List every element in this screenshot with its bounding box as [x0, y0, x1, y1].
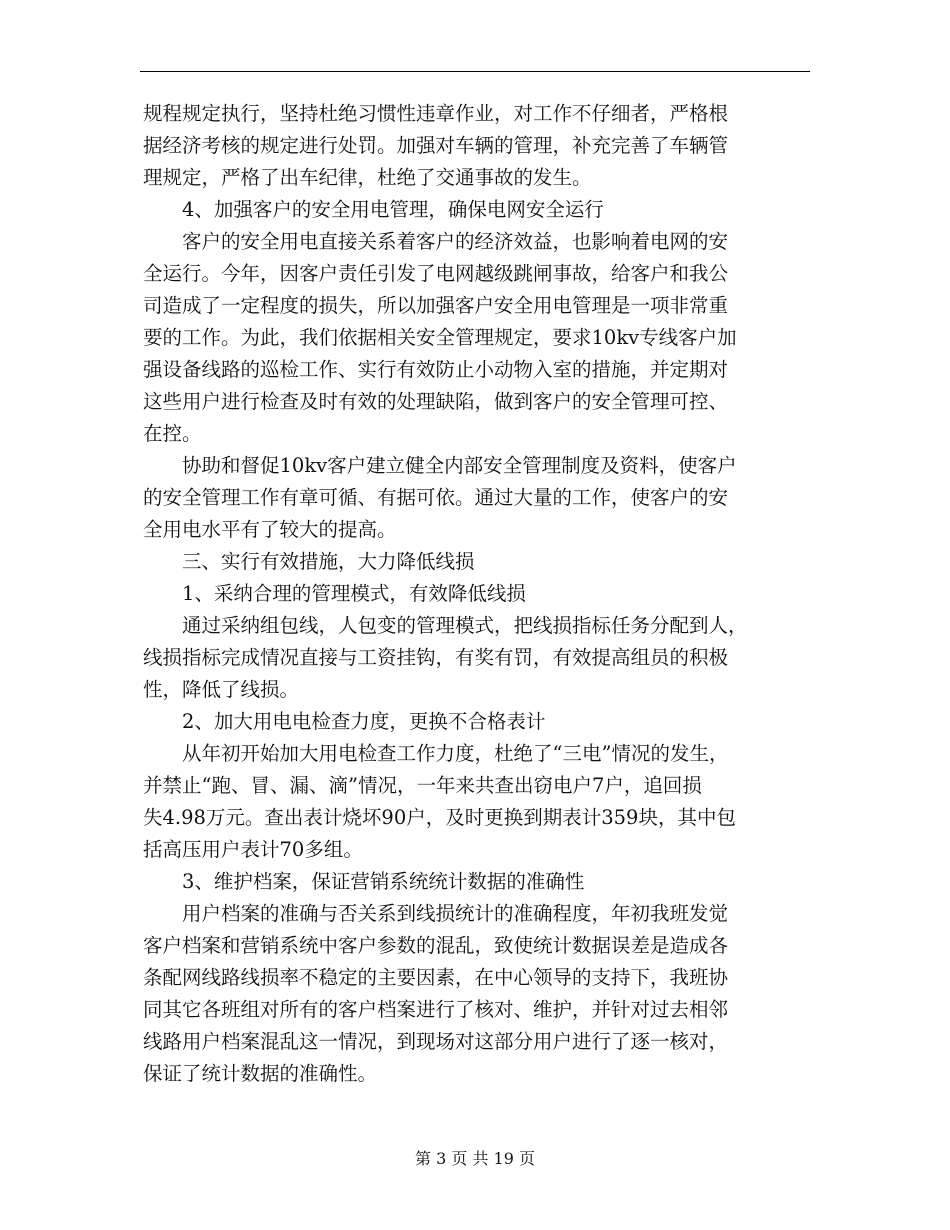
text-line: 客户的安全用电直接关系着客户的经济效益，也影响着电网的安	[143, 230, 729, 253]
text-line: 线路用户档案混乱这一情况，到现场对这部分用户进行了逐一核对，	[143, 1030, 729, 1053]
text-line: 据经济考核的规定进行处罚。加强对车辆的管理，补充完善了车辆管	[143, 134, 729, 157]
text-line: 线损指标完成情况直接与工资挂钩，有奖有罚，有效提高组员的积极	[143, 646, 729, 669]
text-line: 在控。	[143, 422, 202, 445]
text-line: 2、加大用电电检查力度，更换不合格表计	[143, 710, 546, 733]
text-line: 客户档案和营销系统中客户参数的混乱，致使统计数据误差是造成各	[143, 934, 729, 957]
text-line: 协助和督促10kv客户建立健全内部安全管理制度及资料，使客户	[143, 454, 737, 477]
text-line: 的安全管理工作有章可循、有据可依。通过大量的工作，使客户的安	[143, 486, 729, 509]
text-line: 性，降低了线损。	[143, 678, 300, 701]
text-line: 要的工作。为此，我们依据相关安全管理规定，要求10kv专线客户加	[143, 326, 737, 349]
text-line: 保证了统计数据的准确性。	[143, 1062, 378, 1085]
text-line: 司造成了一定程度的损失，所以加强客户安全用电管理是一项非常重	[143, 294, 729, 317]
page-footer: 第 3 页 共 19 页	[415, 1149, 535, 1168]
text-line: 用户档案的准确与否关系到线损统计的准确程度，年初我班发觉	[143, 902, 729, 925]
text-line: 规程规定执行，坚持杜绝习惯性违章作业，对工作不仔细者，严格根	[143, 102, 729, 125]
text-line: 通过采纳组包线，人包变的管理模式，把线损指标任务分配到人，	[143, 614, 748, 637]
text-line: 三、实行有效措施，大力降低线损	[143, 550, 475, 573]
text-line: 失4.98万元。查出表计烧坏90户，及时更换到期表计359块，其中包	[143, 806, 736, 829]
body-text	[143, 98, 811, 1090]
text-line: 并禁止“跑、冒、漏、滴”情况，一年来共查出窃电户7户，追回损	[143, 774, 702, 797]
text-line: 全运行。今年，因客户责任引发了电网越级跳闸事故，给客户和我公	[143, 262, 729, 285]
text-line: 3、维护档案，保证营销系统统计数据的准确性	[143, 870, 585, 893]
text-line: 强设备线路的巡检工作、实行有效防止小动物入室的措施，并定期对	[143, 358, 729, 381]
text-line: 条配网线路线损率不稳定的主要因素，在中心领导的支持下，我班协	[143, 966, 729, 989]
text-line: 4、加强客户的安全用电管理，确保电网安全运行	[143, 198, 604, 221]
text-line: 这些用户进行检查及时有效的处理缺陷，做到客户的安全管理可控、	[143, 390, 729, 413]
text-line: 1、采纳合理的管理模式，有效降低线损	[143, 582, 526, 605]
text-line: 从年初开始加大用电检查工作力度，杜绝了“三电”情况的发生，	[143, 742, 729, 765]
text-line: 同其它各班组对所有的客户档案进行了核对、维护，并针对过去相邻	[143, 998, 729, 1021]
text-line: 全用电水平有了较大的提高。	[143, 518, 397, 541]
header-rule	[140, 71, 810, 72]
text-line: 理规定，严格了出车纪律，杜绝了交通事故的发生。	[143, 166, 592, 189]
text-line: 括高压用户表计70多组。	[143, 838, 363, 861]
